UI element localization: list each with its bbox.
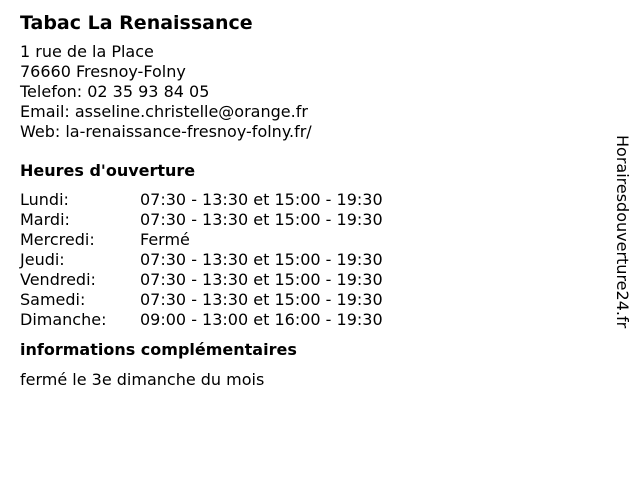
website-address: Web: la-renaissance-fresnoy-folny.fr/ (20, 122, 312, 141)
hours-row-friday (20, 270, 600, 290)
address-block (20, 42, 600, 142)
site-watermark: Horairesdouverture24.fr (613, 135, 632, 329)
day-label: Samedi: (20, 290, 86, 309)
opening-hours-table (20, 190, 600, 330)
day-label: Dimanche: (20, 310, 107, 329)
day-label: Mercredi: (20, 230, 95, 249)
hours-row-monday (20, 190, 600, 210)
city-address: 76660 Fresnoy-Folny (20, 62, 186, 81)
additional-info-text: fermé le 3e dimanche du mois (20, 370, 265, 389)
email-address: Email: asseline.christelle@orange.fr (20, 102, 308, 121)
street-address: 1 rue de la Place (20, 42, 154, 61)
hours-row-saturday (20, 290, 600, 310)
hours-row-thursday (20, 250, 600, 270)
time-value: 09:00 - 13:00 et 16:00 - 19:30 (140, 310, 383, 329)
business-card (20, 10, 600, 391)
additional-info-heading: informations complémentaires (20, 340, 297, 359)
time-value: 07:30 - 13:30 et 15:00 - 19:30 (140, 290, 383, 309)
time-value: 07:30 - 13:30 et 15:00 - 19:30 (140, 210, 383, 229)
day-label: Mardi: (20, 210, 70, 229)
hours-row-sunday (20, 310, 600, 330)
time-value: Fermé (140, 230, 190, 249)
hours-row-wednesday (20, 230, 600, 250)
business-name: Tabac La Renaissance (20, 12, 253, 34)
hours-row-tuesday (20, 210, 600, 230)
opening-hours-heading: Heures d'ouverture (20, 161, 196, 180)
day-label: Lundi: (20, 190, 69, 209)
phone-number: Telefon: 02 35 93 84 05 (20, 82, 210, 101)
time-value: 07:30 - 13:30 et 15:00 - 19:30 (140, 270, 383, 289)
time-value: 07:30 - 13:30 et 15:00 - 19:30 (140, 190, 383, 209)
day-label: Vendredi: (20, 270, 96, 289)
day-label: Jeudi: (20, 250, 65, 269)
time-value: 07:30 - 13:30 et 15:00 - 19:30 (140, 250, 383, 269)
